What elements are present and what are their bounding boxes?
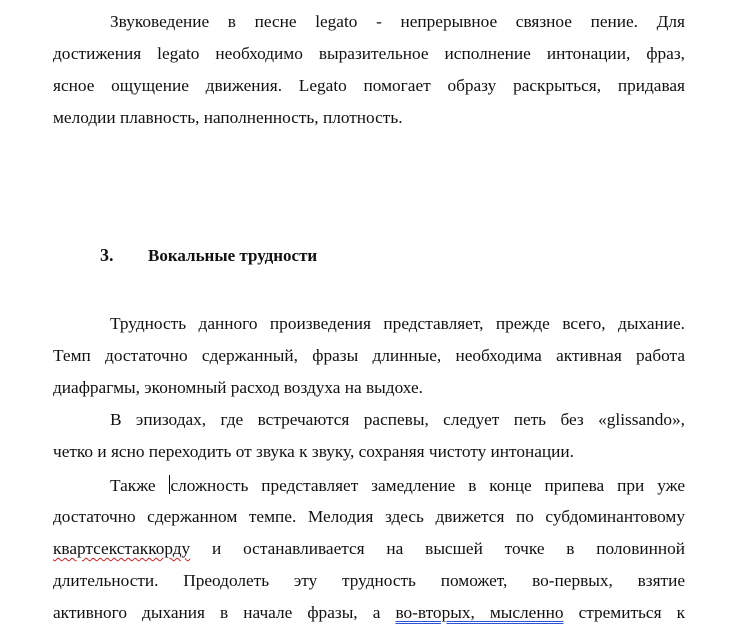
paragraph-2-line-3: диафрагмы, экономный расход воздуха на выдохе. [53,378,424,397]
section-number: 3. [100,245,114,265]
paragraph-2-line-1: Трудность данного произведения представляет, прежде всего, дыхание. [110,314,685,333]
paragraph-3-line-1: В эпизодах, где встречаются распевы, следует петь без «glissando», [110,410,685,429]
text-cursor [169,475,170,494]
paragraph-4-line-3 [53,539,685,571]
paragraph-1-line-2: достижения legato необходимо выразительное исполнение интонации, фраз, [53,44,685,63]
paragraph-4-line-3-rest: и останавливается на высшей точке в половинной [190,539,685,558]
grammar-error-phrase[interactable]: во-вторых, мысленно [395,603,564,622]
paragraph-4-line-4: длительности. Преодолеть эту трудность поможет, во-первых, взятие [53,571,685,590]
paragraph-4-line-1 [110,475,685,507]
paragraph-1-line-4: мелодии плавность, наполненность, плотность. [53,108,403,127]
paragraph-4-line-2: достаточно сдержанном темпе. Мелодия здесь движется по субдоминантовому [53,507,685,526]
paragraph-1-line-3: ясное ощущение движения. Legato помогает образу раскрыться, придавая [53,76,685,95]
paragraph-3-line-2: четко и ясно переходить от звука к звуку, сохраняя чистоту интонации. [53,442,574,461]
spelling-error-word[interactable]: квартсекстаккорду [53,539,191,558]
paragraph-4-line-1-start: Также [110,476,169,495]
paragraph-4-line-1-end: сложность представляет замедление в конце припева при уже [170,476,685,495]
section-title: Вокальные трудности [148,246,318,265]
paragraph-4-line-5-start: активного дыхания в начале фразы, а [53,603,396,622]
paragraph-2-line-2: Темп достаточно сдержанный, фразы длинные, необходима активная работа [53,346,685,365]
paragraph-4-line-5-end: стремиться к [563,603,686,622]
paragraph-1-line-1: Звуковедение в песне legato - непрерывное связное пение. Для [110,12,685,31]
paragraph-4-line-5 [53,603,685,635]
